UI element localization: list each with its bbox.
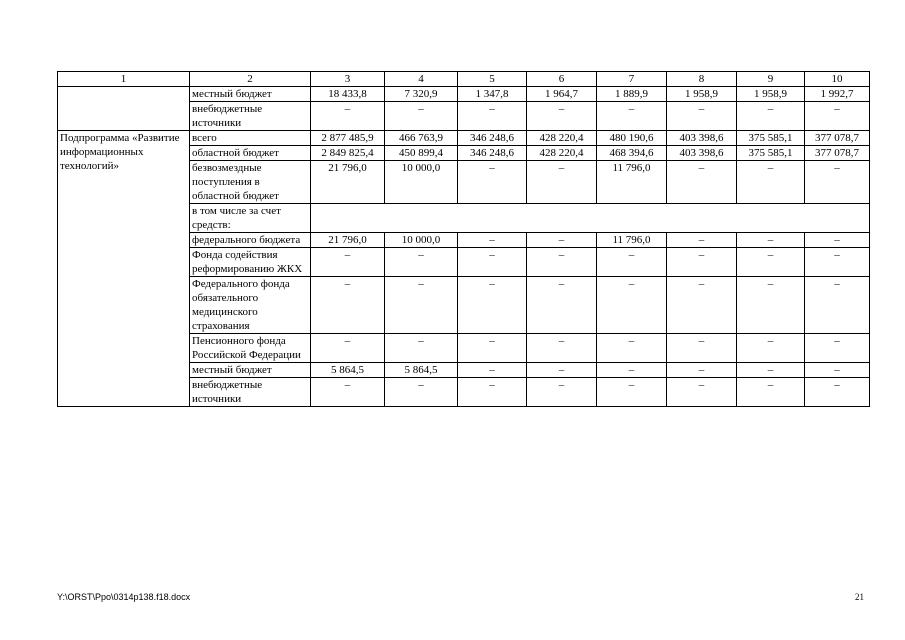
value-cell: – xyxy=(667,102,737,131)
value-cell: – xyxy=(527,378,597,407)
budget-table xyxy=(57,71,870,407)
value-cell: – xyxy=(805,334,870,363)
previous-subprogram-cell xyxy=(58,87,190,131)
value-cell: – xyxy=(805,363,870,378)
column-number-header: 10 xyxy=(805,72,870,87)
footer-file-path: Y:\ORST\Ppo\0314p138.f18.docx xyxy=(57,592,191,602)
value-cell: 403 398,6 xyxy=(667,146,737,161)
value-cell: – xyxy=(527,334,597,363)
funding-source-label: местный бюджет xyxy=(190,87,311,102)
value-cell: 1 889,9 xyxy=(597,87,667,102)
value-cell: – xyxy=(458,248,527,277)
funding-source-label: безвозмездные поступления в областной бюджет xyxy=(190,161,311,204)
value-cell: – xyxy=(667,248,737,277)
value-cell: 5 864,5 xyxy=(385,363,458,378)
page-number: 21 xyxy=(855,592,864,602)
value-cell: – xyxy=(458,233,527,248)
value-cell: 346 248,6 xyxy=(458,146,527,161)
value-cell: – xyxy=(805,161,870,204)
value-cell: 375 585,1 xyxy=(737,131,805,146)
value-cell: 403 398,6 xyxy=(667,131,737,146)
value-cell: – xyxy=(385,334,458,363)
value-cell: – xyxy=(458,102,527,131)
value-cell: – xyxy=(458,277,527,334)
column-number-header: 2 xyxy=(190,72,311,87)
value-cell: 466 763,9 xyxy=(385,131,458,146)
funding-source-label: федерального бюджета xyxy=(190,233,311,248)
value-cell: – xyxy=(458,378,527,407)
value-cell: – xyxy=(805,378,870,407)
table-header-row xyxy=(58,72,870,87)
value-cell: 11 796,0 xyxy=(597,233,667,248)
value-cell: – xyxy=(737,334,805,363)
value-cell: – xyxy=(385,248,458,277)
value-cell: 21 796,0 xyxy=(311,161,385,204)
value-cell: 2 849 825,4 xyxy=(311,146,385,161)
column-number-header: 6 xyxy=(527,72,597,87)
value-cell: – xyxy=(311,277,385,334)
value-cell: 1 958,9 xyxy=(737,87,805,102)
value-cell: 21 796,0 xyxy=(311,233,385,248)
value-cell: 1 964,7 xyxy=(527,87,597,102)
table-row xyxy=(58,131,870,146)
empty-value-span xyxy=(311,204,870,233)
value-cell: 346 248,6 xyxy=(458,131,527,146)
value-cell: – xyxy=(737,233,805,248)
funding-source-label: всего xyxy=(190,131,311,146)
column-number-header: 1 xyxy=(58,72,190,87)
value-cell: 428 220,4 xyxy=(527,131,597,146)
value-cell: – xyxy=(805,277,870,334)
value-cell: – xyxy=(385,277,458,334)
value-cell: 377 078,7 xyxy=(805,146,870,161)
value-cell: 5 864,5 xyxy=(311,363,385,378)
column-number-header: 5 xyxy=(458,72,527,87)
value-cell: – xyxy=(311,248,385,277)
value-cell: – xyxy=(597,277,667,334)
funding-source-label: Пенсионного фонда Российской Федерации xyxy=(190,334,311,363)
value-cell: 428 220,4 xyxy=(527,146,597,161)
value-cell: 10 000,0 xyxy=(385,233,458,248)
value-cell: – xyxy=(385,378,458,407)
value-cell: 2 877 485,9 xyxy=(311,131,385,146)
value-cell: 11 796,0 xyxy=(597,161,667,204)
value-cell: 1 958,9 xyxy=(667,87,737,102)
value-cell: – xyxy=(527,248,597,277)
value-cell: – xyxy=(597,102,667,131)
value-cell: – xyxy=(597,363,667,378)
column-number-header: 3 xyxy=(311,72,385,87)
value-cell: – xyxy=(527,102,597,131)
value-cell: – xyxy=(527,161,597,204)
table-row xyxy=(58,87,870,102)
value-cell: – xyxy=(667,378,737,407)
value-cell: – xyxy=(311,378,385,407)
value-cell: 1 347,8 xyxy=(458,87,527,102)
value-cell: – xyxy=(458,334,527,363)
value-cell: – xyxy=(527,233,597,248)
value-cell: – xyxy=(458,161,527,204)
column-number-header: 7 xyxy=(597,72,667,87)
value-cell: – xyxy=(597,378,667,407)
value-cell: 377 078,7 xyxy=(805,131,870,146)
value-cell: – xyxy=(597,248,667,277)
value-cell: – xyxy=(737,277,805,334)
funding-source-label: областной бюджет xyxy=(190,146,311,161)
value-cell: – xyxy=(667,334,737,363)
value-cell: – xyxy=(311,334,385,363)
value-cell: 450 899,4 xyxy=(385,146,458,161)
value-cell: – xyxy=(527,277,597,334)
value-cell: – xyxy=(597,334,667,363)
value-cell: – xyxy=(385,102,458,131)
value-cell: – xyxy=(311,102,385,131)
value-cell: 375 585,1 xyxy=(737,146,805,161)
value-cell: – xyxy=(667,233,737,248)
value-cell: 7 320,9 xyxy=(385,87,458,102)
value-cell: – xyxy=(737,102,805,131)
subprogram-name: Подпрограмма «Развитие информационных технологий» xyxy=(58,131,190,407)
funding-source-label: Фонда содействия реформированию ЖКХ xyxy=(190,248,311,277)
value-cell: 480 190,6 xyxy=(597,131,667,146)
funding-source-label: внебюджетные источники xyxy=(190,378,311,407)
value-cell: 10 000,0 xyxy=(385,161,458,204)
value-cell: 18 433,8 xyxy=(311,87,385,102)
value-cell: 1 992,7 xyxy=(805,87,870,102)
value-cell: – xyxy=(805,233,870,248)
value-cell: – xyxy=(805,102,870,131)
value-cell: – xyxy=(667,277,737,334)
column-number-header: 8 xyxy=(667,72,737,87)
value-cell: – xyxy=(527,363,597,378)
value-cell: – xyxy=(667,161,737,204)
funding-source-label: внебюджетные источники xyxy=(190,102,311,131)
value-cell: – xyxy=(667,363,737,378)
value-cell: – xyxy=(737,378,805,407)
funding-source-label: местный бюджет xyxy=(190,363,311,378)
value-cell: – xyxy=(805,248,870,277)
value-cell: – xyxy=(737,161,805,204)
column-number-header: 4 xyxy=(385,72,458,87)
value-cell: 468 394,6 xyxy=(597,146,667,161)
funding-source-label: в том числе за счет средств: xyxy=(190,204,311,233)
value-cell: – xyxy=(737,363,805,378)
funding-source-label: Федерального фонда обязательного медицинского страхования xyxy=(190,277,311,334)
value-cell: – xyxy=(737,248,805,277)
value-cell: – xyxy=(458,363,527,378)
column-number-header: 9 xyxy=(737,72,805,87)
